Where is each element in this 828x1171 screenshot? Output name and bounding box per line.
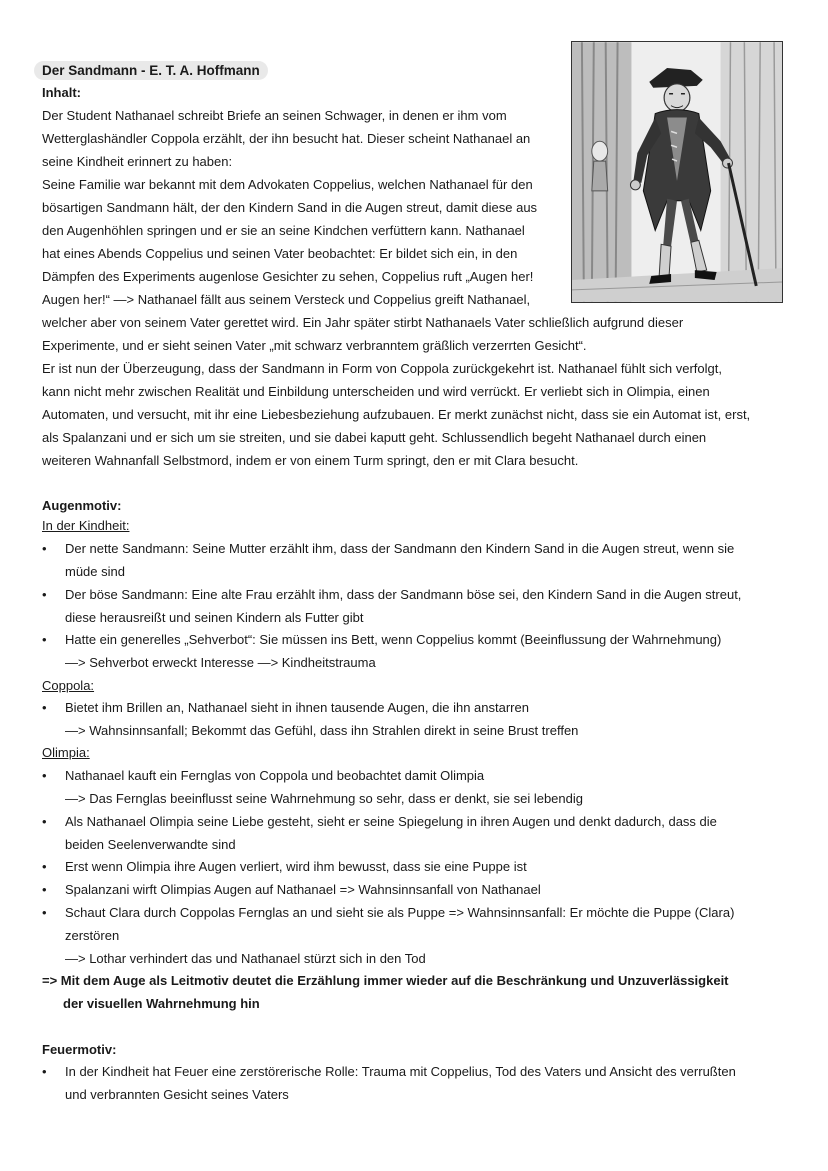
bullet-icon: • <box>42 859 47 874</box>
list-item-line: Nathanael kauft ein Fernglas von Coppola und beobachtet damit Olimpia <box>65 768 485 783</box>
conclusion-line: der visuellen Wahrnehmung hin <box>63 996 260 1011</box>
coppola-label: Coppola: <box>42 678 95 693</box>
bullet-icon: • <box>42 541 47 556</box>
bullet-icon: • <box>42 587 47 602</box>
list-item-line: Der böse Sandmann: Eine alte Frau erzählt ihm, dass der Sandmann böse sei, den Kindern Sand in die Augen streut, <box>65 587 742 602</box>
list-item-line: Bietet ihm Brillen an, Nathanael sieht in ihnen tausende Augen, die ihn anstarren <box>65 700 529 715</box>
bullet-icon: • <box>42 1064 47 1079</box>
list-item-line: —> Sehverbot erweckt Interesse —> Kindheitstrauma <box>65 655 376 670</box>
list-item-line: Erst wenn Olimpia ihre Augen verliert, wird ihm bewusst, dass sie eine Puppe ist <box>65 859 527 874</box>
inhalt-line: hat eines Abends Coppelius und seinen Vater beobachtet: Er bildet sich ein, in den <box>42 246 518 261</box>
inhalt-line: welcher aber von seinem Vater gerettet wird. Ein Jahr später stirbt Nathanaels Vater schließlich aufgrund dieser <box>42 315 684 330</box>
conclusion-line: => Mit dem Auge als Leitmotiv deutet die Erzählung immer wieder auf die Beschränkung und Unzuverlässigkeit <box>42 973 729 988</box>
list-item-line: Der nette Sandmann: Seine Mutter erzählt ihm, dass der Sandmann den Kindern Sand in die Augen streut, wenn sie <box>65 541 735 556</box>
inhalt-line: seine Kindheit erinnert zu haben: <box>42 154 233 169</box>
olimpia-label: Olimpia: <box>42 745 90 760</box>
list-item-line: zerstören <box>65 928 120 943</box>
feuermotiv-heading: Feuermotiv: <box>42 1042 117 1057</box>
list-item-line: Hatte ein generelles „Sehverbot“: Sie müssen ins Bett, wenn Coppelius kommt (Beeinflussung der Wahrnehmung) <box>65 632 722 647</box>
inhalt-line: Augen her!“ —> Nathanael fällt aus seinem Versteck und Coppelius greift Nathanael, <box>42 292 531 307</box>
list-item-line: müde sind <box>65 564 125 579</box>
inhalt-line: Wetterglashändler Coppola erzählt, der ihn besucht hat. Dieser scheint Nathanael an <box>42 131 531 146</box>
inhalt-line: kann nicht mehr zwischen Realität und Einbildung unterscheiden und wird verrückt. Er verliebt sich in Olimpia, einen <box>42 384 710 399</box>
bullet-icon: • <box>42 882 47 897</box>
bullet-icon: • <box>42 768 47 783</box>
inhalt-line: als Spalanzani und er sich um sie streiten, und sie dabei kaputt geht. Schlussendlich begeht Nathanael durch einen <box>42 430 707 445</box>
list-item-line: Spalanzani wirft Olimpias Augen auf Nathanael => Wahnsinnsanfall von Nathanael <box>65 882 541 897</box>
inhalt-line: weiteren Wahnanfall Selbstmord, indem er von einem Turm springt, den er mit Clara besucht. <box>42 453 579 468</box>
bullet-icon: • <box>42 814 47 829</box>
inhalt-line: Seine Familie war bekannt mit dem Advokaten Coppelius, welchen Nathanael für den <box>42 177 533 192</box>
list-item-line: —> Lothar verhindert das und Nathanael stürzt sich in den Tod <box>65 951 426 966</box>
list-item-line: beiden Seelenverwandte sind <box>65 837 236 852</box>
augenmotiv-conclusion <box>42 969 729 1015</box>
bullet-icon: • <box>42 700 47 715</box>
list-item-line: —> Das Fernglas beeinflusst seine Wahrnehmung so sehr, dass er denkt, sie sei lebendig <box>65 791 583 806</box>
inhalt-line: Er ist nun der Überzeugung, dass der Sandmann in Form von Coppola zurückgekehrt ist. Nathanael fühlt sich verfolgt, <box>42 361 722 376</box>
inhalt-line: den Augenhöhlen springen und er sie an seine Kindchen verfüttern kann. Nathanael <box>42 223 525 238</box>
list-item-line: —> Wahnsinnsanfall; Bekommt das Gefühl, dass ihn Strahlen direkt in seine Brust treffen <box>65 723 579 738</box>
list-item-line: In der Kindheit hat Feuer eine zerstörerische Rolle: Trauma mit Coppelius, Tod des Vaters und Ansicht des verrußten <box>65 1064 736 1079</box>
bullet-icon: • <box>42 905 47 920</box>
inhalt-line: Dämpfen des Experiments augenlose Gesichter zu sehen, Coppelius ruft „Augen her! <box>42 269 534 284</box>
inhalt-line: bösartigen Sandmann hält, der den Kindern Sand in die Augen streut, damit diese aus <box>42 200 538 215</box>
document-title: Der Sandmann - E. T. A. Hoffmann <box>34 61 268 80</box>
list-item-line: Als Nathanael Olimpia seine Liebe gesteht, sieht er seine Spiegelung in ihren Augen und denkt dadurch, dass die <box>65 814 717 829</box>
inhalt-line: Experimente, und er sieht seinen Vater „mit schwarz verbranntem gräßlich verzerrten Gesicht“. <box>42 338 587 353</box>
inhalt-line: Automaten, und versucht, mit ihr eine Liebesbeziehung aufzubauen. Er merkt zunächst nicht, dass sie ein Automat ist, erst, <box>42 407 751 422</box>
list-item-line: und verbrannten Gesicht seines Vaters <box>65 1087 289 1102</box>
list-item-line: diese herausreißt und seinen Kindern als Futter gibt <box>65 610 364 625</box>
inhalt-heading: Inhalt: <box>42 85 81 100</box>
kindheit-label: In der Kindheit: <box>42 518 130 533</box>
bullet-icon: • <box>42 632 47 647</box>
inhalt-text <box>42 104 750 472</box>
inhalt-line: Der Student Nathanael schreibt Briefe an seinen Schwager, in denen er ihm vom <box>42 108 507 123</box>
augenmotiv-heading: Augenmotiv: <box>42 498 122 513</box>
list-item-line: Schaut Clara durch Coppolas Fernglas an und sieht sie als Puppe => Wahnsinnsanfall: Er möchte die Puppe (Clara) <box>65 905 735 920</box>
